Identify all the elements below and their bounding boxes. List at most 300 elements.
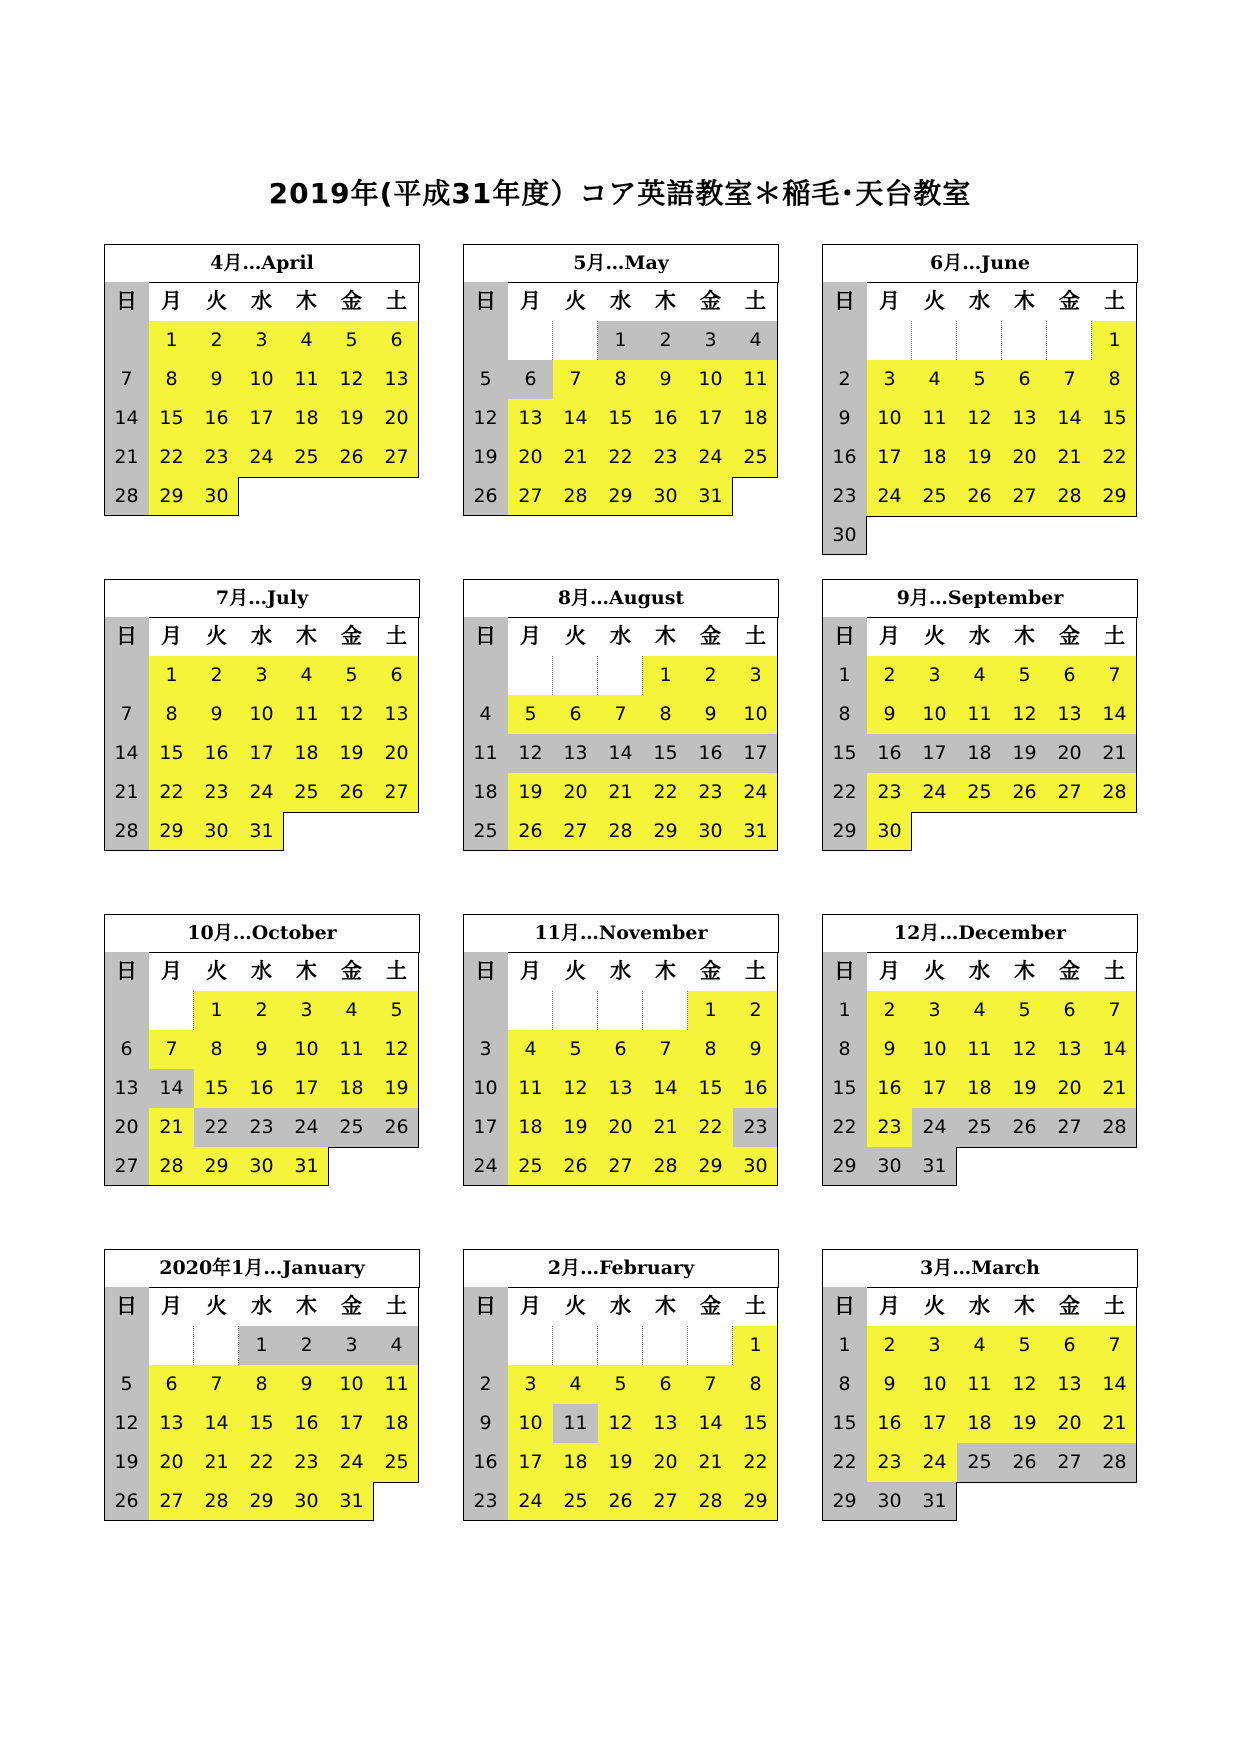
- day-cell: 31: [912, 1147, 957, 1186]
- day-cell: 8: [1092, 360, 1137, 399]
- empty-day-cell: [463, 656, 508, 695]
- day-cell: 28: [1092, 1108, 1137, 1147]
- day-cell: 15: [822, 1069, 867, 1108]
- day-cell: 19: [329, 734, 374, 773]
- day-cell: 24: [912, 1108, 957, 1147]
- day-cell: 28: [149, 1147, 194, 1186]
- day-cell: 8: [822, 1365, 867, 1404]
- day-cell: 24: [688, 438, 733, 477]
- weekday-header: 月: [879, 289, 900, 313]
- day-cell: 10: [284, 1030, 329, 1069]
- day-cell: 18: [912, 438, 957, 477]
- day-cell: 29: [149, 812, 194, 851]
- day-cell: 29: [598, 477, 643, 516]
- weekday-header: 水: [610, 289, 631, 313]
- weekday-header: 木: [655, 959, 676, 983]
- empty-day-cell: [643, 991, 688, 1030]
- day-cell: 24: [239, 773, 284, 812]
- day-cell: 4: [957, 1326, 1002, 1365]
- weekday-header: 火: [565, 959, 586, 983]
- day-cell: 28: [194, 1482, 239, 1521]
- weekday-header: 水: [969, 1294, 990, 1318]
- day-cell: 1: [688, 991, 733, 1030]
- empty-day-cell: [463, 1326, 508, 1365]
- day-cell: 30: [867, 812, 912, 851]
- day-cell: 16: [284, 1404, 329, 1443]
- day-cell: 16: [733, 1069, 778, 1108]
- day-cell: 2: [733, 991, 778, 1030]
- weekday-header: 木: [1014, 959, 1035, 983]
- weekday-header: 月: [520, 624, 541, 648]
- day-cell: 25: [284, 438, 329, 477]
- weekday-header: 水: [969, 289, 990, 313]
- day-cell: 14: [149, 1069, 194, 1108]
- day-cell: 30: [194, 812, 239, 851]
- day-cell: 19: [553, 1108, 598, 1147]
- weekday-header: 金: [341, 1294, 362, 1318]
- weekday-header: 日: [822, 282, 867, 321]
- empty-day-cell: [104, 321, 149, 360]
- day-cell: 28: [598, 812, 643, 851]
- weekday-header: 月: [161, 624, 182, 648]
- day-cell: 23: [284, 1443, 329, 1482]
- day-cell: 20: [553, 773, 598, 812]
- day-cell: 6: [508, 360, 553, 399]
- day-cell: 3: [239, 656, 284, 695]
- day-cell: 11: [957, 1365, 1002, 1404]
- day-cell: 21: [598, 773, 643, 812]
- day-cell: 5: [957, 360, 1002, 399]
- day-cell: 7: [553, 360, 598, 399]
- day-cell: 10: [463, 1069, 508, 1108]
- day-cell: 3: [284, 991, 329, 1030]
- empty-day-cell: [1047, 321, 1092, 360]
- day-cell: 20: [104, 1108, 149, 1147]
- day-cell: 9: [194, 695, 239, 734]
- day-cell: 9: [643, 360, 688, 399]
- day-cell: 17: [508, 1443, 553, 1482]
- day-cell: 20: [1047, 1069, 1092, 1108]
- day-cell: 1: [194, 991, 239, 1030]
- day-cell: 3: [239, 321, 284, 360]
- weekday-header: 月: [161, 1294, 182, 1318]
- day-cell: 28: [1092, 1443, 1137, 1482]
- day-cell: 16: [194, 734, 239, 773]
- empty-day-cell: [553, 1326, 598, 1365]
- day-cell: 7: [149, 1030, 194, 1069]
- day-cell: 1: [822, 991, 867, 1030]
- day-cell: 3: [733, 656, 778, 695]
- day-cell: 5: [1002, 1326, 1047, 1365]
- day-cell: 2: [194, 656, 239, 695]
- day-cell: 3: [463, 1030, 508, 1069]
- day-cell: 12: [329, 695, 374, 734]
- day-cell: 20: [1047, 1404, 1092, 1443]
- day-cell: 12: [957, 399, 1002, 438]
- day-cell: 22: [239, 1443, 284, 1482]
- day-cell: 29: [822, 812, 867, 851]
- weekday-header: 火: [924, 624, 945, 648]
- weekday-header: 月: [520, 1294, 541, 1318]
- day-cell: 10: [239, 695, 284, 734]
- month-title: 12月…December: [822, 914, 1138, 953]
- weekday-header: 金: [341, 959, 362, 983]
- day-cell: 4: [912, 360, 957, 399]
- empty-day-cell: [822, 321, 867, 360]
- day-cell: 12: [374, 1030, 419, 1069]
- weekday-header: 月: [879, 1294, 900, 1318]
- empty-day-cell: [957, 321, 1002, 360]
- day-cell: 23: [194, 438, 239, 477]
- day-cell: 19: [957, 438, 1002, 477]
- day-cell: 16: [867, 1404, 912, 1443]
- day-cell: 1: [598, 321, 643, 360]
- day-cell: 4: [957, 991, 1002, 1030]
- day-cell: 5: [1002, 656, 1047, 695]
- day-cell: 26: [329, 438, 374, 477]
- empty-day-cell: [149, 991, 194, 1030]
- empty-day-cell: [508, 321, 553, 360]
- day-cell: 2: [239, 991, 284, 1030]
- day-cell: 7: [104, 695, 149, 734]
- day-cell: 6: [374, 321, 419, 360]
- weekday-header: 日: [463, 1287, 508, 1326]
- day-cell: 22: [822, 1443, 867, 1482]
- day-cell: 1: [1092, 321, 1137, 360]
- day-cell: 23: [463, 1482, 508, 1521]
- day-cell: 21: [688, 1443, 733, 1482]
- day-cell: 27: [1047, 1443, 1092, 1482]
- day-cell: 20: [508, 438, 553, 477]
- day-cell: 18: [284, 734, 329, 773]
- day-cell: 13: [374, 695, 419, 734]
- day-cell: 26: [508, 812, 553, 851]
- day-cell: 28: [1047, 477, 1092, 516]
- weekday-header: 土: [745, 959, 766, 983]
- day-cell: 3: [912, 1326, 957, 1365]
- day-cell: 22: [643, 773, 688, 812]
- day-cell: 10: [239, 360, 284, 399]
- day-cell: 29: [822, 1147, 867, 1186]
- day-cell: 27: [553, 812, 598, 851]
- weekday-header: 水: [610, 624, 631, 648]
- day-cell: 9: [463, 1404, 508, 1443]
- weekday-header: 土: [386, 959, 407, 983]
- day-cell: 21: [553, 438, 598, 477]
- month-title: 10月…October: [104, 914, 420, 953]
- day-cell: 23: [239, 1108, 284, 1147]
- day-cell: 16: [867, 734, 912, 773]
- day-cell: 17: [912, 734, 957, 773]
- day-cell: 26: [329, 773, 374, 812]
- day-cell: 20: [149, 1443, 194, 1482]
- weekday-header: 木: [655, 624, 676, 648]
- day-cell: 17: [284, 1069, 329, 1108]
- day-cell: 24: [284, 1108, 329, 1147]
- weekday-header: 木: [655, 1294, 676, 1318]
- day-cell: 16: [463, 1443, 508, 1482]
- day-cell: 12: [104, 1404, 149, 1443]
- day-cell: 6: [1047, 1326, 1092, 1365]
- day-cell: 30: [867, 1482, 912, 1521]
- day-cell: 8: [733, 1365, 778, 1404]
- weekday-header: 日: [822, 617, 867, 656]
- weekday-header: 月: [520, 959, 541, 983]
- day-cell: 7: [1092, 656, 1137, 695]
- weekday-header: 日: [463, 282, 508, 321]
- day-cell: 11: [957, 695, 1002, 734]
- day-cell: 27: [149, 1482, 194, 1521]
- day-cell: 5: [374, 991, 419, 1030]
- day-cell: 17: [912, 1069, 957, 1108]
- day-cell: 21: [104, 773, 149, 812]
- day-cell: 29: [149, 477, 194, 516]
- day-cell: 15: [149, 734, 194, 773]
- day-cell: 30: [867, 1147, 912, 1186]
- day-cell: 13: [1047, 1030, 1092, 1069]
- day-cell: 26: [553, 1147, 598, 1186]
- weekday-header: 日: [104, 952, 149, 991]
- day-cell: 21: [643, 1108, 688, 1147]
- weekday-header: 木: [1014, 1294, 1035, 1318]
- day-cell: 26: [463, 477, 508, 516]
- weekday-header: 日: [104, 617, 149, 656]
- day-cell: 19: [104, 1443, 149, 1482]
- day-cell: 30: [643, 477, 688, 516]
- day-cell: 10: [329, 1365, 374, 1404]
- day-cell: 27: [374, 438, 419, 477]
- day-cell: 11: [553, 1404, 598, 1443]
- day-cell: 26: [598, 1482, 643, 1521]
- empty-day-cell: [463, 321, 508, 360]
- day-cell: 15: [733, 1404, 778, 1443]
- day-cell: 1: [149, 321, 194, 360]
- weekday-header: 金: [700, 1294, 721, 1318]
- weekday-header: 土: [386, 624, 407, 648]
- day-cell: 22: [598, 438, 643, 477]
- empty-day-cell: [643, 1326, 688, 1365]
- day-cell: 23: [733, 1108, 778, 1147]
- day-cell: 25: [329, 1108, 374, 1147]
- day-cell: 12: [1002, 695, 1047, 734]
- day-cell: 16: [822, 438, 867, 477]
- weekday-header: 木: [296, 959, 317, 983]
- day-cell: 25: [463, 812, 508, 851]
- day-cell: 30: [284, 1482, 329, 1521]
- day-cell: 19: [598, 1443, 643, 1482]
- day-cell: 17: [733, 734, 778, 773]
- day-cell: 14: [104, 734, 149, 773]
- weekday-header: 木: [1014, 289, 1035, 313]
- day-cell: 26: [1002, 1443, 1047, 1482]
- day-cell: 23: [643, 438, 688, 477]
- day-cell: 29: [194, 1147, 239, 1186]
- day-cell: 27: [104, 1147, 149, 1186]
- day-cell: 7: [194, 1365, 239, 1404]
- day-cell: 9: [822, 399, 867, 438]
- day-cell: 25: [284, 773, 329, 812]
- day-cell: 18: [957, 1404, 1002, 1443]
- day-cell: 12: [1002, 1365, 1047, 1404]
- day-cell: 24: [733, 773, 778, 812]
- day-cell: 28: [553, 477, 598, 516]
- day-cell: 18: [957, 734, 1002, 773]
- day-cell: 30: [194, 477, 239, 516]
- day-cell: 31: [688, 477, 733, 516]
- day-cell: 27: [643, 1482, 688, 1521]
- day-cell: 22: [822, 1108, 867, 1147]
- weekday-header: 土: [1104, 959, 1125, 983]
- weekday-header: 月: [520, 289, 541, 313]
- weekday-header: 土: [386, 289, 407, 313]
- day-cell: 4: [284, 656, 329, 695]
- day-cell: 22: [1092, 438, 1137, 477]
- day-cell: 5: [508, 695, 553, 734]
- day-cell: 19: [1002, 1404, 1047, 1443]
- day-cell: 14: [688, 1404, 733, 1443]
- day-cell: 7: [104, 360, 149, 399]
- day-cell: 22: [149, 438, 194, 477]
- day-cell: 30: [239, 1147, 284, 1186]
- weekday-header: 金: [700, 959, 721, 983]
- day-cell: 29: [643, 812, 688, 851]
- day-cell: 31: [284, 1147, 329, 1186]
- day-cell: 23: [867, 773, 912, 812]
- day-cell: 8: [822, 695, 867, 734]
- day-cell: 19: [508, 773, 553, 812]
- day-cell: 30: [733, 1147, 778, 1186]
- day-cell: 25: [912, 477, 957, 516]
- weekday-header: 月: [879, 624, 900, 648]
- day-cell: 13: [643, 1404, 688, 1443]
- day-cell: 1: [239, 1326, 284, 1365]
- day-cell: 19: [1002, 734, 1047, 773]
- day-cell: 11: [733, 360, 778, 399]
- day-cell: 10: [733, 695, 778, 734]
- day-cell: 22: [149, 773, 194, 812]
- day-cell: 12: [1002, 1030, 1047, 1069]
- day-cell: 10: [912, 695, 957, 734]
- month-title: 6月…June: [822, 244, 1138, 283]
- day-cell: 15: [688, 1069, 733, 1108]
- day-cell: 8: [598, 360, 643, 399]
- day-cell: 13: [598, 1069, 643, 1108]
- weekday-header: 金: [1059, 289, 1080, 313]
- day-cell: 6: [553, 695, 598, 734]
- day-cell: 7: [1092, 1326, 1137, 1365]
- day-cell: 5: [329, 656, 374, 695]
- day-cell: 6: [104, 1030, 149, 1069]
- day-cell: 22: [194, 1108, 239, 1147]
- day-cell: 2: [867, 1326, 912, 1365]
- day-cell: 14: [194, 1404, 239, 1443]
- empty-day-cell: [508, 1326, 553, 1365]
- day-cell: 26: [1002, 773, 1047, 812]
- day-cell: 8: [688, 1030, 733, 1069]
- day-cell: 23: [867, 1108, 912, 1147]
- weekday-header: 水: [969, 624, 990, 648]
- day-cell: 18: [957, 1069, 1002, 1108]
- day-cell: 22: [822, 773, 867, 812]
- day-cell: 25: [957, 1108, 1002, 1147]
- month-title: 2020年1月…January: [104, 1249, 420, 1288]
- weekday-header: 火: [924, 959, 945, 983]
- day-cell: 25: [508, 1147, 553, 1186]
- empty-day-cell: [104, 1326, 149, 1365]
- weekday-header: 金: [1059, 1294, 1080, 1318]
- weekday-header: 土: [1104, 624, 1125, 648]
- day-cell: 11: [284, 695, 329, 734]
- day-cell: 2: [194, 321, 239, 360]
- day-cell: 2: [284, 1326, 329, 1365]
- weekday-header: 金: [1059, 959, 1080, 983]
- day-cell: 27: [508, 477, 553, 516]
- weekday-header: 日: [822, 952, 867, 991]
- day-cell: 12: [553, 1069, 598, 1108]
- day-cell: 5: [463, 360, 508, 399]
- day-cell: 24: [463, 1147, 508, 1186]
- weekday-header: 月: [879, 959, 900, 983]
- weekday-header: 木: [1014, 624, 1035, 648]
- day-cell: 2: [867, 656, 912, 695]
- day-cell: 17: [463, 1108, 508, 1147]
- empty-day-cell: [104, 991, 149, 1030]
- day-cell: 20: [1047, 734, 1092, 773]
- day-cell: 27: [374, 773, 419, 812]
- empty-day-cell: [867, 321, 912, 360]
- day-cell: 19: [1002, 1069, 1047, 1108]
- empty-day-cell: [1002, 321, 1047, 360]
- weekday-header: 日: [104, 1287, 149, 1326]
- day-cell: 4: [374, 1326, 419, 1365]
- day-cell: 8: [822, 1030, 867, 1069]
- day-cell: 25: [374, 1443, 419, 1482]
- day-cell: 13: [553, 734, 598, 773]
- empty-day-cell: [553, 321, 598, 360]
- day-cell: 17: [688, 399, 733, 438]
- day-cell: 24: [508, 1482, 553, 1521]
- day-cell: 13: [508, 399, 553, 438]
- day-cell: 17: [867, 438, 912, 477]
- day-cell: 23: [688, 773, 733, 812]
- day-cell: 6: [598, 1030, 643, 1069]
- weekday-header: 火: [924, 289, 945, 313]
- weekday-header: 火: [206, 1294, 227, 1318]
- day-cell: 17: [912, 1404, 957, 1443]
- day-cell: 24: [867, 477, 912, 516]
- day-cell: 10: [688, 360, 733, 399]
- weekday-header: 土: [745, 289, 766, 313]
- day-cell: 29: [688, 1147, 733, 1186]
- day-cell: 11: [329, 1030, 374, 1069]
- day-cell: 12: [329, 360, 374, 399]
- empty-day-cell: [688, 1326, 733, 1365]
- day-cell: 15: [149, 399, 194, 438]
- day-cell: 14: [553, 399, 598, 438]
- day-cell: 29: [733, 1482, 778, 1521]
- day-cell: 14: [1092, 695, 1137, 734]
- day-cell: 3: [329, 1326, 374, 1365]
- weekday-header: 土: [1104, 289, 1125, 313]
- day-cell: 20: [598, 1108, 643, 1147]
- day-cell: 18: [284, 399, 329, 438]
- day-cell: 3: [867, 360, 912, 399]
- day-cell: 28: [104, 477, 149, 516]
- day-cell: 16: [643, 399, 688, 438]
- weekday-header: 水: [969, 959, 990, 983]
- day-cell: 20: [1002, 438, 1047, 477]
- day-cell: 2: [822, 360, 867, 399]
